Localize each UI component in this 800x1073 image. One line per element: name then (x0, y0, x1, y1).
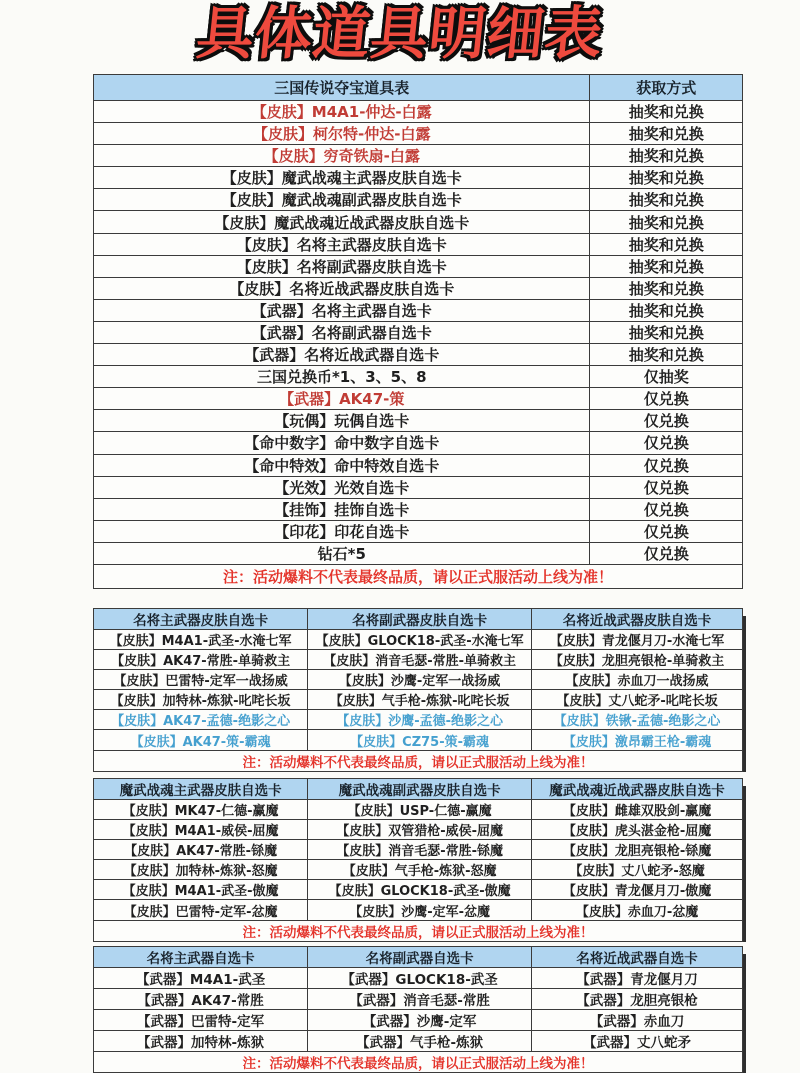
acquire-method: 抽奖和兑换 (590, 299, 743, 321)
weapon-name: 【武器】青龙偃月刀 (532, 968, 743, 989)
weapon-name: 【武器】加特林-炼狱 (94, 1031, 308, 1052)
table-row (94, 670, 743, 690)
skin-name: 【皮肤】M4A1-武圣-傲魔 (94, 880, 308, 900)
skin-name: 【皮肤】激昂霸王枪-霸魂 (532, 730, 743, 750)
table-row (94, 710, 743, 730)
acquire-method: 仅兑换 (590, 454, 743, 476)
item-name: 三国兑换币*1、3、5、8 (94, 366, 590, 388)
table-row (94, 840, 743, 860)
item-name: 【皮肤】柯尔特-仲达-白露 (94, 123, 590, 145)
skin-name: 【皮肤】加特林-炼狱-叱咤长坂 (94, 690, 308, 710)
table-row (94, 321, 743, 343)
weapon-name: 【武器】丈八蛇矛 (532, 1031, 743, 1052)
table-row (94, 650, 743, 670)
item-name: 【挂饰】挂饰自选卡 (94, 498, 590, 520)
table-row (94, 410, 743, 432)
table-row (94, 989, 743, 1010)
table-row (94, 730, 743, 750)
acquire-method: 抽奖和兑换 (590, 145, 743, 167)
acquire-method: 抽奖和兑换 (590, 123, 743, 145)
table-row (94, 900, 743, 920)
item-name: 【命中特效】命中特效自选卡 (94, 454, 590, 476)
table-row (94, 860, 743, 880)
table-row (94, 189, 743, 211)
column-header: 名将副武器皮肤自选卡 (308, 609, 532, 630)
item-name: 【皮肤】魔武战魂副武器皮肤自选卡 (94, 189, 590, 211)
item-name: 【皮肤】穷奇铁扇-白露 (94, 145, 590, 167)
table-row (94, 344, 743, 366)
acquire-method: 抽奖和兑换 (590, 277, 743, 299)
treasure-items-table (93, 74, 743, 589)
skin-name: 【皮肤】气手枪-炼狱-叱咤长坂 (308, 690, 532, 710)
grid-header-row (94, 779, 743, 800)
item-name: 【皮肤】魔武战魂近战武器皮肤自选卡 (94, 211, 590, 233)
skin-name: 【皮肤】AK47-策-霸魂 (94, 730, 308, 750)
skin-name: 【皮肤】铁锹-孟德-绝影之心 (532, 710, 743, 730)
column-header: 名将主武器自选卡 (94, 947, 308, 968)
acquire-method: 抽奖和兑换 (590, 189, 743, 211)
skin-name: 【皮肤】丈八蛇矛-叱咤长坂 (532, 690, 743, 710)
table-row (94, 1010, 743, 1031)
skin-name: 【皮肤】赤血刀-忿魔 (532, 900, 743, 920)
table-note: 注：活动爆料不代表最终品质，请以正式服活动上线为准！ (94, 1052, 743, 1073)
item-name: 【光效】光效自选卡 (94, 476, 590, 498)
table-row (94, 800, 743, 820)
acquire-method: 仅兑换 (590, 542, 743, 564)
acquire-method: 仅兑换 (590, 432, 743, 454)
table-row (94, 1031, 743, 1052)
skin-name: 【皮肤】巴雷特-定军一战扬威 (94, 670, 308, 690)
item-name: 【皮肤】名将主武器皮肤自选卡 (94, 233, 590, 255)
item-name: 钻石*5 (94, 542, 590, 564)
skin-name: 【皮肤】AK47-常胜-单骑救主 (94, 650, 308, 670)
column-header: 名将副武器自选卡 (308, 947, 532, 968)
acquire-method: 抽奖和兑换 (590, 321, 743, 343)
table-row (94, 388, 743, 410)
skin-name: 【皮肤】赤血刀一战扬威 (532, 670, 743, 690)
skin-name: 【皮肤】消音毛瑟-常胜-铩魔 (308, 840, 532, 860)
skin-name: 【皮肤】雌雄双股剑-赢魔 (532, 800, 743, 820)
table-row (94, 542, 743, 564)
weapon-name: 【武器】M4A1-武圣 (94, 968, 308, 989)
table-row (94, 366, 743, 388)
table-note: 注：活动爆料不代表最终品质，请以正式服活动上线为准！ (94, 564, 743, 588)
table-note: 注：活动爆料不代表最终品质，请以正式服活动上线为准！ (94, 750, 743, 771)
grid-table-body (94, 968, 743, 1073)
acquire-method: 仅兑换 (590, 410, 743, 432)
skin-name: 【皮肤】双管猎枪-威侯-屈魔 (308, 820, 532, 840)
skin-name: 【皮肤】青龙偃月刀-水淹七军 (532, 630, 743, 650)
table-row (94, 432, 743, 454)
item-name: 【皮肤】名将近战武器皮肤自选卡 (94, 277, 590, 299)
skin-name: 【皮肤】气手枪-炼狱-怒魔 (308, 860, 532, 880)
table-row (94, 101, 743, 123)
skin-name: 【皮肤】沙鹰-定军-忿魔 (308, 900, 532, 920)
table-note: 注：活动爆料不代表最终品质，请以正式服活动上线为准！ (94, 920, 743, 941)
table-row (94, 211, 743, 233)
table-row (94, 968, 743, 989)
grid-table-body (94, 800, 743, 942)
weapon-name: 【武器】巴雷特-定军 (94, 1010, 308, 1031)
acquire-method: 仅兑换 (590, 520, 743, 542)
skin-name: 【皮肤】沙鹰-孟德-绝影之心 (308, 710, 532, 730)
acquire-method-column-header: 获取方式 (590, 75, 743, 101)
skin-name: 【皮肤】丈八蛇矛-怒魔 (532, 860, 743, 880)
column-header: 名将主武器皮肤自选卡 (94, 609, 308, 630)
famous-general-skin-card-table (93, 608, 743, 772)
table-row (94, 299, 743, 321)
skin-name: 【皮肤】GLOCK18-武圣-傲魔 (308, 880, 532, 900)
item-name: 【命中数字】命中数字自选卡 (94, 432, 590, 454)
table-row (94, 498, 743, 520)
skin-name: 【皮肤】加特林-炼狱-怒魔 (94, 860, 308, 880)
skin-name: 【皮肤】沙鹰-定军一战扬威 (308, 670, 532, 690)
skin-name: 【皮肤】M4A1-威侯-屈魔 (94, 820, 308, 840)
table-row (94, 820, 743, 840)
acquire-method: 抽奖和兑换 (590, 255, 743, 277)
weapon-name: 【武器】龙胆亮银枪 (532, 989, 743, 1010)
skin-name: 【皮肤】消音毛瑟-常胜-单骑救主 (308, 650, 532, 670)
skin-name: 【皮肤】龙胆亮银枪-铩魔 (532, 840, 743, 860)
skin-name: 【皮肤】MK47-仁德-赢魔 (94, 800, 308, 820)
treasure-table-title: 三国传说夺宝道具表 (94, 75, 590, 101)
column-header: 魔武战魂主武器皮肤自选卡 (94, 779, 308, 800)
weapon-name: 【武器】沙鹰-定军 (308, 1010, 532, 1031)
famous-general-weapon-card-table (93, 946, 743, 1073)
table-row (94, 255, 743, 277)
table-row (94, 454, 743, 476)
grid-table-body (94, 630, 743, 772)
weapon-name: 【武器】消音毛瑟-常胜 (308, 989, 532, 1010)
item-name: 【武器】名将副武器自选卡 (94, 321, 590, 343)
table-row (94, 630, 743, 650)
weapon-name: 【武器】GLOCK18-武圣 (308, 968, 532, 989)
skin-name: 【皮肤】AK47-常胜-铩魔 (94, 840, 308, 860)
table-row (94, 690, 743, 710)
skin-name: 【皮肤】M4A1-武圣-水淹七军 (94, 630, 308, 650)
skin-name: 【皮肤】巴雷特-定军-忿魔 (94, 900, 308, 920)
acquire-method: 抽奖和兑换 (590, 211, 743, 233)
acquire-method: 仅兑换 (590, 498, 743, 520)
note-row (94, 1052, 743, 1073)
acquire-method: 抽奖和兑换 (590, 344, 743, 366)
table-row (94, 476, 743, 498)
skin-name: 【皮肤】青龙偃月刀-傲魔 (532, 880, 743, 900)
weapon-name: 【武器】赤血刀 (532, 1010, 743, 1031)
acquire-method: 仅兑换 (590, 476, 743, 498)
item-name: 【皮肤】M4A1-仲达-白露 (94, 101, 590, 123)
page-title: 具体道具明细表 (193, 1, 607, 67)
item-name: 【武器】名将近战武器自选卡 (94, 344, 590, 366)
table-row (94, 520, 743, 542)
item-name: 【武器】AK47-策 (94, 388, 590, 410)
grid-header-row (94, 609, 743, 630)
weapon-name: 【武器】气手枪-炼狱 (308, 1031, 532, 1052)
table-row (94, 277, 743, 299)
treasure-table-header-row (94, 75, 743, 101)
skin-name: 【皮肤】虎头湛金枪-屈魔 (532, 820, 743, 840)
acquire-method: 仅抽奖 (590, 366, 743, 388)
column-header: 魔武战魂副武器皮肤自选卡 (308, 779, 532, 800)
acquire-method: 抽奖和兑换 (590, 101, 743, 123)
weapon-name: 【武器】AK47-常胜 (94, 989, 308, 1010)
table-row (94, 880, 743, 900)
table-row (94, 233, 743, 255)
skin-name: 【皮肤】GLOCK18-武圣-水淹七军 (308, 630, 532, 650)
note-row (94, 564, 743, 588)
treasure-table-body (94, 101, 743, 589)
grid-header-row (94, 947, 743, 968)
item-name: 【玩偶】玩偶自选卡 (94, 410, 590, 432)
item-name: 【武器】名将主武器自选卡 (94, 299, 590, 321)
column-header: 名将近战武器自选卡 (532, 947, 743, 968)
acquire-method: 抽奖和兑换 (590, 167, 743, 189)
table-row (94, 167, 743, 189)
item-name: 【印花】印花自选卡 (94, 520, 590, 542)
note-row (94, 920, 743, 941)
skin-name: 【皮肤】龙胆亮银枪-单骑救主 (532, 650, 743, 670)
column-header: 魔武战魂近战武器皮肤自选卡 (532, 779, 743, 800)
skin-name: 【皮肤】AK47-孟德-绝影之心 (94, 710, 308, 730)
column-header: 名将近战武器皮肤自选卡 (532, 609, 743, 630)
acquire-method: 仅兑换 (590, 388, 743, 410)
acquire-method: 抽奖和兑换 (590, 233, 743, 255)
item-name: 【皮肤】名将副武器皮肤自选卡 (94, 255, 590, 277)
note-row (94, 750, 743, 771)
table-row (94, 123, 743, 145)
table-row (94, 145, 743, 167)
mowu-zhanhun-skin-card-table (93, 778, 743, 942)
skin-name: 【皮肤】USP-仁德-赢魔 (308, 800, 532, 820)
item-name: 【皮肤】魔武战魂主武器皮肤自选卡 (94, 167, 590, 189)
skin-name: 【皮肤】CZ75-策-霸魂 (308, 730, 532, 750)
